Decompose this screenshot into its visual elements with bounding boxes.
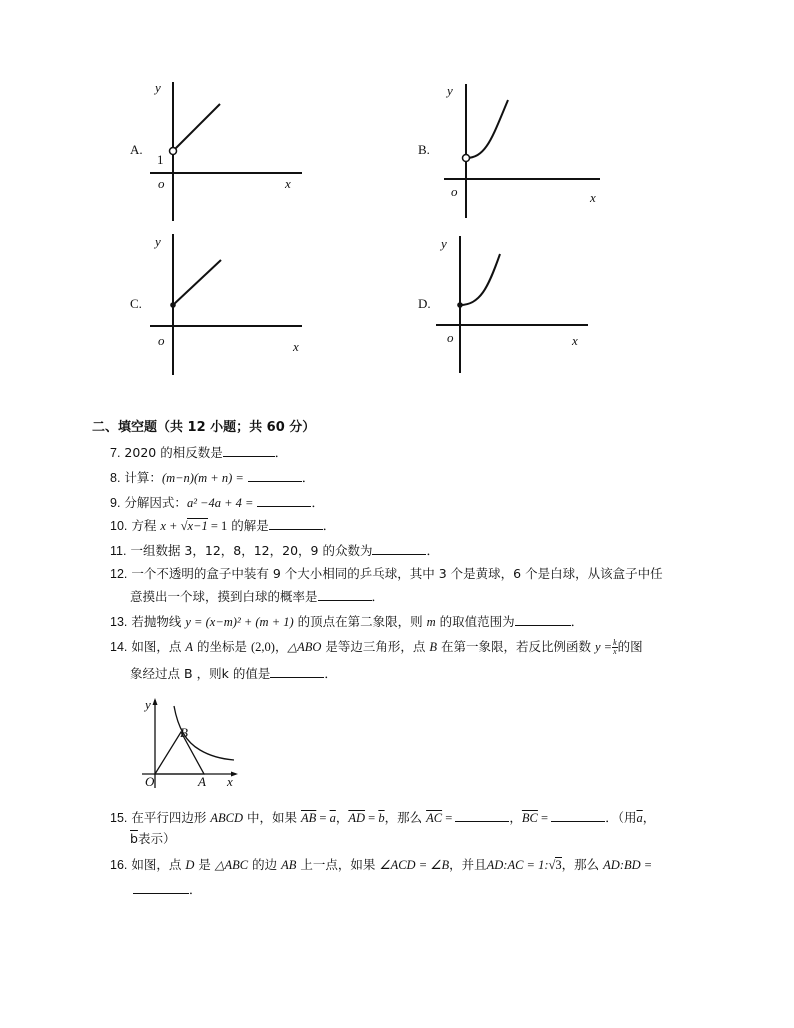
question-prefix: 计算： (124, 470, 162, 485)
question-number: 12. (110, 567, 128, 581)
question-number: 15. (110, 811, 128, 825)
question-end: ． (189, 882, 202, 897)
math-var-m: m (426, 615, 436, 629)
origin-label: o (447, 330, 454, 345)
vector-ab: $\overline{AB}$ (301, 811, 317, 825)
question-7 (110, 443, 287, 462)
intercept-label: 1 (157, 152, 164, 167)
y-label: y (441, 236, 447, 251)
graph-curve (466, 100, 508, 158)
section-title: 二、填空题（共 12 小题；共 60 分） (92, 420, 316, 435)
math-expression: (m−n)(m + n) = (161, 471, 244, 485)
parallelogram-abcd: ABCD (210, 811, 244, 825)
option-b-graph (418, 78, 608, 223)
sqrt-radicand: x−1 (187, 519, 208, 533)
question-12-line-2 (130, 587, 384, 606)
question-11 (110, 541, 439, 560)
text-segment: 的图 (617, 639, 643, 654)
question-post-2: 的取值范围为 (439, 614, 515, 629)
question-number: 11. (110, 544, 127, 558)
question-text: 一组数据 3，12，8，12，20，9 的众数为 (130, 543, 373, 558)
fraction-denominator: x (613, 647, 617, 656)
question-text: 2020 的相反数是 (124, 445, 223, 460)
y-axis-arrow (153, 698, 158, 705)
ratio-ad-bd: AD:BD = (603, 858, 653, 872)
option-c-svg (130, 232, 310, 377)
text-segment: 中，如果 (247, 810, 298, 825)
y-label: y (155, 234, 161, 249)
answer-blank[interactable] (269, 516, 323, 530)
angle-equation: ∠ACD = ∠B (379, 858, 450, 872)
text-segment: ，那么 (384, 810, 423, 825)
text-segment: 上一点，如果 (300, 857, 376, 872)
text-segment: 表示） (137, 831, 176, 846)
text-segment: 象经过点 (130, 666, 181, 681)
sqrt-sign: √ (180, 519, 188, 533)
question-end: ． (274, 445, 288, 460)
question-13 (110, 612, 583, 631)
answer-blank[interactable] (372, 541, 426, 555)
question-number: 7. (110, 446, 121, 460)
text-segment: ，那么 (561, 857, 600, 872)
question-prefix: 若抛物线 (131, 614, 182, 629)
question-14-line-2 (130, 664, 337, 683)
text-segment: 在第一象限，若反比例函数 (441, 639, 592, 654)
option-d-svg (418, 232, 598, 377)
vector-a: $\overline{a}$ (329, 811, 336, 825)
fraction-numerator: k (613, 638, 617, 647)
question-end: ． (570, 614, 584, 629)
text-segment: 的坐标是 (197, 639, 248, 654)
text-segment: ， (335, 810, 349, 825)
function-lhs: y = (595, 640, 613, 654)
question-post: 的顶点在第二象限，则 (297, 614, 423, 629)
option-a-letter: A. (130, 142, 143, 157)
vector-bc: $\overline{BC}$ (521, 811, 538, 825)
math-var-b: B (184, 666, 193, 681)
option-a-svg (130, 78, 310, 223)
text-segment: ，则 (196, 666, 222, 681)
segment-ab: AB (281, 858, 297, 872)
question-number: 10. (110, 519, 128, 533)
open-point (463, 155, 470, 162)
question-end: ． (426, 543, 439, 558)
question-12 (110, 565, 663, 583)
x-label: x (285, 176, 291, 191)
graph-line (173, 104, 220, 151)
text-segment: 是 (198, 857, 211, 872)
open-point (170, 148, 177, 155)
option-b-svg (418, 78, 608, 223)
question-15-line-2 (130, 830, 175, 848)
question-prefix: 分解因式： (124, 495, 187, 510)
vector-b: $\overline{b}$ (130, 831, 138, 846)
math-expression-c: = 1 (207, 519, 228, 533)
answer-blank-ac[interactable] (455, 808, 509, 822)
question-15 (110, 808, 655, 827)
answer-blank[interactable] (248, 468, 302, 482)
question-16-line-2 (133, 880, 202, 899)
closed-point (170, 302, 176, 308)
answer-blank[interactable] (133, 880, 189, 894)
triangle-abc: △ABC (214, 858, 249, 872)
x-label: x (572, 333, 578, 348)
option-c-letter: C. (130, 296, 142, 311)
y-label: y (447, 83, 453, 98)
x-label: x (293, 339, 299, 354)
origin-label: o (451, 184, 458, 199)
equals: = (316, 811, 330, 825)
question-14-figure (138, 698, 248, 790)
math-expression: y = (x−m)² + (m + 1) (185, 615, 294, 629)
text-segment: 是等边三角形，点 (325, 639, 426, 654)
question-end: ． (324, 666, 337, 681)
vector-ac: $\overline{AC}$ (426, 811, 443, 825)
answer-blank-bc[interactable] (551, 808, 605, 822)
question-9 (110, 493, 324, 512)
answer-blank[interactable] (318, 587, 372, 601)
triangle-abo: △ABO (287, 640, 322, 654)
y-label: y (145, 697, 151, 712)
text-segment: ， (509, 810, 522, 825)
text-segment: 的值是 (232, 666, 271, 681)
question-end: ． (322, 518, 336, 533)
question-number: 8. (110, 471, 121, 485)
coordinate: (2,0) (251, 640, 275, 654)
graph-line (173, 260, 221, 305)
origin-label: o (158, 333, 165, 348)
question-post: 的解是 (231, 518, 269, 533)
figure-svg (138, 698, 248, 790)
question-end: ． (371, 589, 385, 604)
text-segment: 在平行四边形 (131, 810, 207, 825)
question-10 (110, 516, 335, 535)
text-segment: 如图，点 (131, 639, 182, 654)
point-a-label: A (198, 774, 206, 789)
question-line-1: 一个不透明的盒子中装有 9 个大小相同的乒乓球，其中 3 个是黄球，6 个是白球，从该盒子中任 (131, 566, 663, 581)
option-c-graph (130, 232, 310, 377)
question-16 (110, 856, 652, 874)
text-segment: 如图，点 (131, 857, 182, 872)
closed-point (457, 302, 463, 308)
question-number: 9. (110, 496, 121, 510)
question-8 (110, 468, 314, 487)
y-label: y (155, 80, 161, 95)
ratio-expression: AD:AC = 1: (486, 858, 549, 872)
x-label: x (590, 190, 596, 205)
question-number: 13. (110, 615, 128, 629)
question-end: ． (311, 495, 324, 510)
math-var-b: B (429, 640, 438, 654)
vector-b: $\overline{b}$ (378, 811, 385, 825)
option-b-letter: B. (418, 142, 430, 157)
option-a-graph (130, 78, 310, 223)
answer-blank[interactable] (270, 664, 324, 678)
equals: = (442, 811, 456, 825)
vector-a: $\overline{a}$ (636, 811, 643, 825)
math-var-a: A (185, 640, 194, 654)
text-segment: ， (642, 810, 656, 825)
sqrt-radicand: 3 (555, 858, 562, 872)
question-14 (110, 638, 643, 656)
vector-ad: $\overline{AD}$ (348, 811, 366, 825)
equals: = (537, 811, 552, 825)
text-segment: 的边 (252, 857, 278, 872)
text-segment: ．（用 (605, 810, 637, 825)
text-segment: ，并且 (449, 857, 487, 872)
question-number: 16. (110, 858, 128, 872)
question-line-2: 意摸出一个球，摸到白球的概率是 (130, 589, 318, 604)
answer-blank[interactable] (257, 493, 311, 507)
graph-curve (460, 254, 500, 305)
question-prefix: 方程 (131, 518, 157, 533)
sqrt-sign: √ (548, 858, 556, 872)
text-segment: ， (274, 639, 288, 654)
option-d-graph (418, 232, 598, 377)
option-d-letter: D. (418, 296, 431, 311)
equals: = (365, 811, 379, 825)
math-var-k: k (221, 666, 229, 681)
point-b-label: B (180, 725, 188, 740)
math-expression-a: x + (160, 519, 181, 533)
answer-blank[interactable] (515, 612, 571, 626)
question-end: ． (301, 470, 315, 485)
question-number: 14. (110, 640, 128, 654)
x-label: x (227, 774, 233, 789)
math-expression: a² −4a + 4 = (186, 496, 254, 510)
answer-blank[interactable] (223, 443, 275, 457)
origin-label: O (145, 774, 155, 789)
origin-label: o (158, 176, 165, 191)
math-var-d: D (185, 858, 195, 872)
